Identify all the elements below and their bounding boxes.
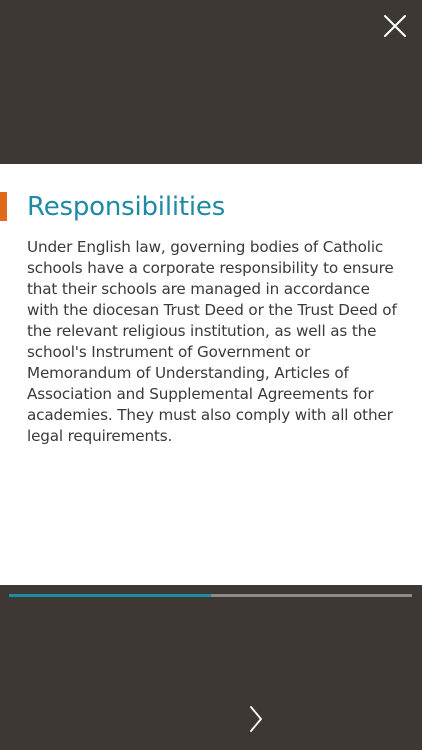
close-button[interactable] [382, 13, 408, 39]
page-title: Responsibilities [27, 192, 226, 222]
next-button[interactable] [246, 704, 266, 734]
progress-bar-fill [9, 594, 211, 597]
content-card [0, 164, 422, 585]
body-text: Under English law, governing bodies of Catholic schools have a corporate responsibility to ensure that their schools are managed in accordance with the diocesan Trust Deed or the Trust Deed of the relevant religious institution, as well as the school's Instrument of Government or Memorandum of Understanding, Articles of Association and Supplemental Agreements for academies. They must also comply with all other legal requirements. [27, 238, 397, 445]
top-bar [0, 0, 422, 164]
title-accent-bar [0, 192, 7, 221]
close-icon [382, 13, 408, 39]
progress-bar [9, 594, 412, 597]
chevron-right-icon [246, 704, 266, 734]
